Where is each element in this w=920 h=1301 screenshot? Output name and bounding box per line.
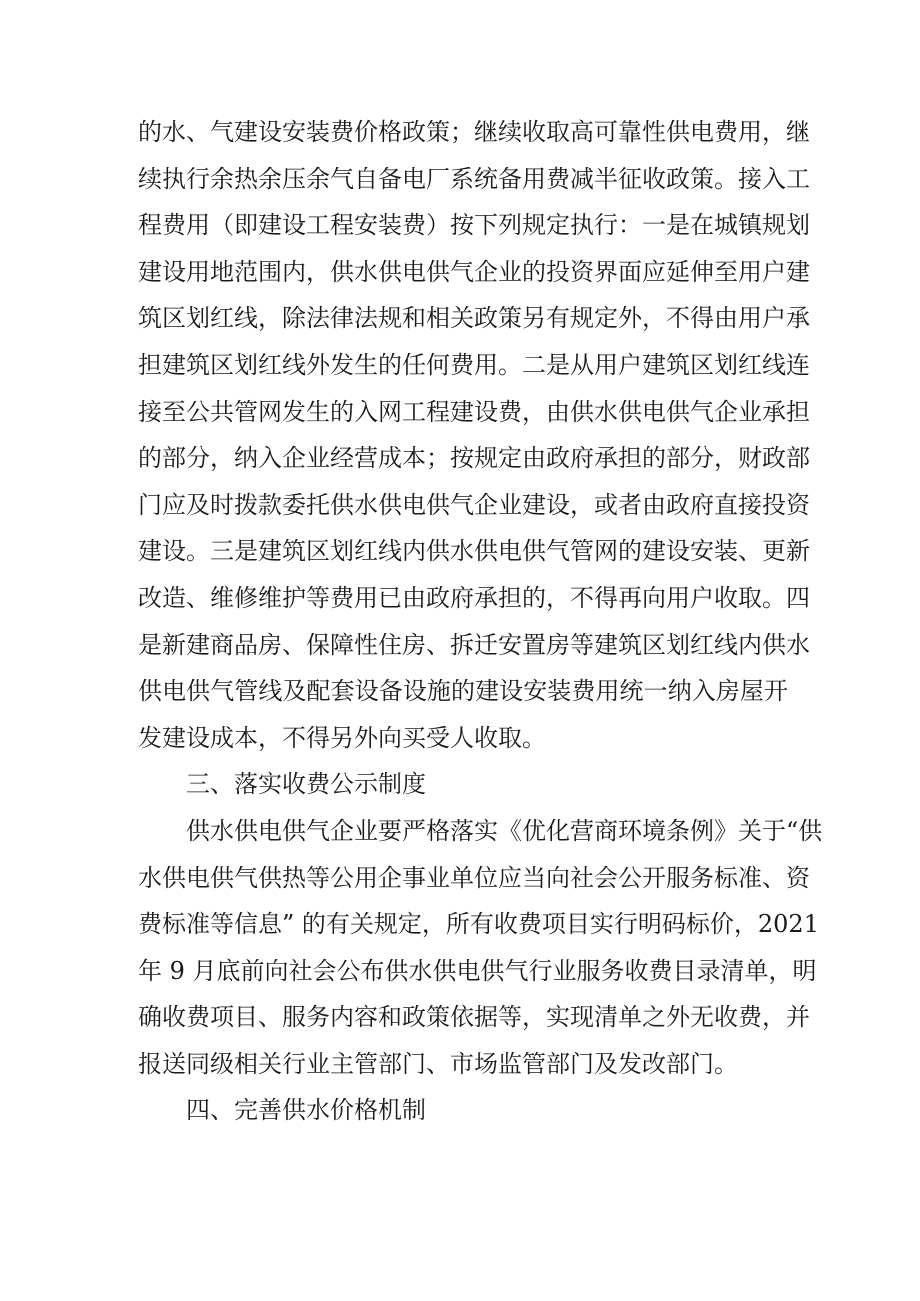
text-line: 门应及时拨款委托供水供电供气企业建设，或者由政府直接投资 — [138, 490, 810, 519]
text-line: 担建筑区划红线外发生的任何费用。二是从用户建筑区划红线连 — [138, 350, 810, 379]
text-line: 是新建商品房、保障性住房、拆迁安置房等建筑区划红线内供水 — [138, 630, 810, 659]
text-line: 费标准等信息” 的有关规定，所有收费项目实行明码标价，2021 — [138, 910, 819, 939]
text-line: 续执行余热余压余气自备电厂系统备用费减半征收政策。接入工 — [138, 164, 810, 193]
text-line: 建设用地范围内，供水供电供气企业的投资界面应延伸至用户建 — [138, 257, 810, 286]
text-line: 的部分，纳入企业经营成本；按规定由政府承担的部分，财政部 — [138, 444, 810, 473]
text-line: 供电供气管线及配套设备设施的建设安装费用统一纳入房屋开 — [138, 677, 788, 706]
section-heading: 四、完善供水价格机制 — [186, 1096, 426, 1125]
text-line: 确收费项目、服务内容和政策依据等，实现清单之外无收费，并 — [138, 1003, 810, 1032]
text-line: 年 9 月底前向社会公布供水供电供气行业服务收费目录清单，明 — [138, 956, 817, 985]
text-line: 报送同级相关行业主管部门、市场监管部门及发改部门。 — [138, 1049, 738, 1078]
text-line: 供水供电供气企业要严格落实《优化营商环境条例》关于“供 — [186, 816, 823, 845]
document-body — [138, 109, 823, 1134]
text-line: 程费用（即建设工程安装费）按下列规定执行：一是在城镇规划 — [138, 211, 810, 240]
text-line: 接至公共管网发生的入网工程建设费，由供水供电供气企业承担 — [138, 397, 810, 426]
text-line: 改造、维修维护等费用已由政府承担的，不得再向用户收取。四 — [138, 583, 810, 612]
text-line: 发建设成本，不得另外向买受人收取。 — [138, 723, 546, 752]
text-line: 建设。三是建筑区划红线内供水供电供气管网的建设安装、更新 — [138, 537, 810, 566]
text-line: 的水、气建设安装费价格政策；继续收取高可靠性供电费用，继 — [138, 118, 810, 146]
section-heading: 三、落实收费公示制度 — [186, 770, 426, 799]
text-line: 筑区划红线，除法律法规和相关政策另有规定外，不得由用户承 — [138, 304, 810, 333]
text-line: 水供电供气供热等公用企事业单位应当向社会公开服务标准、资 — [138, 863, 810, 892]
